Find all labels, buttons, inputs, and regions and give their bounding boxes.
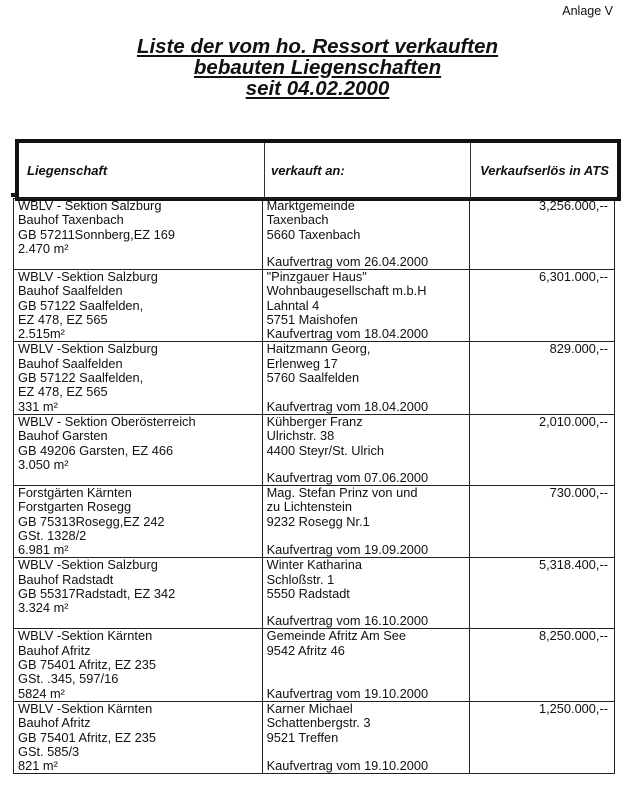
buyer-line: 9521 Treffen [266,729,339,745]
property-line: Forstgarten Rosegg [18,499,132,515]
property-line: GB 75401 Afritz, EZ 235 [18,729,156,745]
title-line: seit 04.02.2000 [245,77,390,100]
property-cell [14,485,263,557]
buyer-cell [262,270,470,342]
property-line: Bauhof Saalfelden [18,283,123,299]
buyer-line: "Pinzgauer Haus" [266,269,367,284]
proceeds-cell: 3,256.000,-- [470,199,615,270]
annex-label: Anlage V [562,4,613,18]
property-line: WBLV -Sektion Kärnten [18,628,153,644]
property-line: 821 m² [18,758,58,774]
buyer-cell [262,199,470,270]
table-row [14,199,615,270]
table-row [14,270,615,342]
property-line: WBLV -Sektion Salzburg [18,557,158,573]
property-line: Bauhof Taxenbach [18,212,124,228]
buyer-line: Haitzmann Georg, [266,341,371,357]
property-line: WBLV -Sektion Salzburg [18,269,158,284]
property-line: Bauhof Radstadt [18,571,114,587]
buyer-cell [262,629,470,701]
contract-date: Kaufvertrag vom 19.09.2000 [266,542,429,558]
contract-date: Kaufvertrag vom 07.06.2000 [266,469,429,485]
property-line: GB 57211Sonnberg,EZ 169 [18,226,175,242]
table-row [14,558,615,629]
property-line: GSt. .345, 597/16 [18,671,119,687]
property-line: 3.324 m² [18,600,69,616]
proceeds-cell: 1,250.000,-- [470,701,615,773]
header-shadow [11,193,15,197]
property-line: 6.981 m² [18,542,69,558]
sales-table [13,198,615,774]
buyer-cell [262,485,470,557]
buyer-line: Ulrichstr. 38 [266,428,335,444]
contract-date: Kaufvertrag vom 18.04.2000 [266,326,429,342]
buyer-line: 5751 Maishofen [266,311,358,327]
property-line: GB 75313Rosegg,EZ 242 [18,513,165,529]
buyer-line: 9232 Rosegg Nr.1 [266,513,370,529]
property-cell [14,629,263,701]
property-line: WBLV -Sektion Salzburg [18,341,158,357]
property-line: 3.050 m² [18,456,69,472]
buyer-line: 5550 Radstadt [266,586,350,602]
property-line: GB 57122 Saalfelden, [18,370,144,386]
table-row [14,485,615,557]
property-line: Bauhof Afritz [18,715,91,731]
header-property: Liegenschaft [27,162,108,178]
proceeds-cell: 6,301.000,-- [470,270,615,342]
property-line: Bauhof Saalfelden [18,355,123,371]
property-line: Bauhof Afritz [18,642,91,658]
proceeds-cell: 829.000,-- [470,342,615,414]
buyer-line: 9542 Afritz 46 [266,642,345,658]
contract-date: Kaufvertrag vom 19.10.2000 [266,758,429,774]
title-line: Liste der vom ho. Ressort verkauften [136,35,499,58]
property-cell [14,701,263,773]
buyer-line: Marktgemeinde [266,198,355,213]
proceeds-cell: 5,318.400,-- [470,558,615,629]
contract-date: Kaufvertrag vom 16.10.2000 [266,613,429,629]
property-cell [14,270,263,342]
property-cell [14,558,263,629]
buyer-line: 4400 Steyr/St. Ulrich [266,442,384,458]
table-row [14,342,615,414]
proceeds-cell: 730.000,-- [470,485,615,557]
property-line: 331 m² [18,398,58,414]
property-line: GB 75401 Afritz, EZ 235 [18,657,156,673]
buyer-cell [262,342,470,414]
property-line: 5824 m² [18,685,65,701]
buyer-line: Gemeinde Afritz Am See [266,628,407,644]
proceeds-cell: 2,010.000,-- [470,414,615,485]
property-line: EZ 478, EZ 565 [18,311,108,327]
buyer-line: Kühberger Franz [266,413,363,429]
buyer-cell [262,558,470,629]
buyer-line: Erlenweg 17 [266,355,338,371]
buyer-line: 5660 Taxenbach [266,226,361,242]
property-line: 2.470 m² [18,240,69,256]
contract-date: Kaufvertrag vom 19.10.2000 [266,685,429,701]
proceeds-cell: 8,250.000,-- [470,629,615,701]
buyer-cell [262,701,470,773]
property-line: GSt. 1328/2 [18,527,87,543]
property-line: Bauhof Garsten [18,428,108,444]
property-line: GB 55317Radstadt, EZ 342 [18,586,176,602]
buyer-line: Lahntal 4 [266,297,320,313]
buyer-line: Mag. Stefan Prinz von und [266,484,418,500]
property-line: GSt. 585/3 [18,743,80,759]
table-row [14,414,615,485]
table-row [14,701,615,773]
contract-date: Kaufvertrag vom 18.04.2000 [266,398,429,414]
title-line: bebauten Liegenschaften [193,56,442,79]
property-line: Forstgärten Kärnten [18,484,132,500]
property-line: 2.515m² [18,326,65,342]
property-line: GB 49206 Garsten, EZ 466 [18,442,174,458]
header-proceeds: Verkaufserlös in ATS [470,143,618,197]
property-line: GB 57122 Saalfelden, [18,297,144,313]
buyer-line: Winter Katharina [266,557,362,573]
buyer-line: Taxenbach [266,212,329,228]
buyer-line: Schattenbergstr. 3 [266,715,371,731]
table-header [15,139,621,201]
property-line: WBLV - Sektion Salzburg [18,198,162,213]
document-title [0,36,635,99]
buyer-cell [262,414,470,485]
buyer-line: zu Lichtenstein [266,499,352,515]
property-line: WBLV -Sektion Kärnten [18,700,153,716]
buyer-line: Wohnbaugesellschaft m.b.H [266,283,427,299]
buyer-line: Schloßstr. 1 [266,571,335,587]
table-row [14,629,615,701]
contract-date: Kaufvertrag vom 26.04.2000 [266,253,429,269]
property-line: WBLV - Sektion Oberösterreich [18,413,196,429]
property-cell [14,414,263,485]
property-cell [14,199,263,270]
buyer-line: Karner Michael [266,700,353,716]
property-line: EZ 478, EZ 565 [18,384,108,400]
buyer-line: 5760 Saalfelden [266,370,360,386]
header-buyer: verkauft an: [264,143,471,197]
property-cell [14,342,263,414]
